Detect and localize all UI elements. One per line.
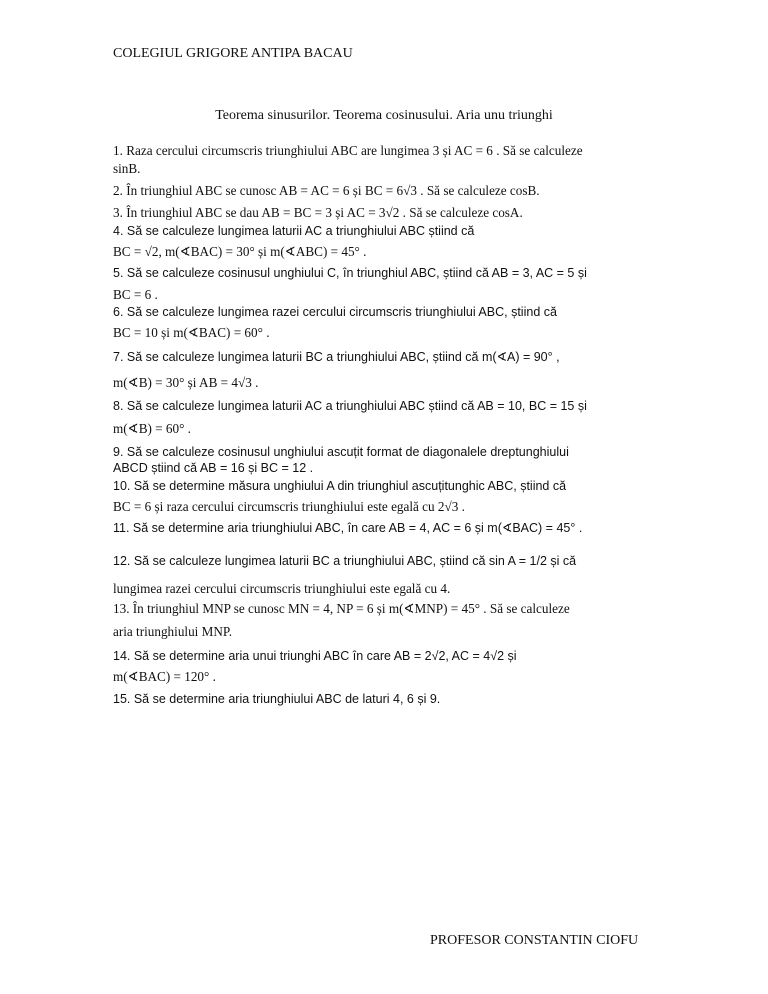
problem-10-line-1: 10. Să se determine măsura unghiului A din triunghiul ascuțitunghic ABC, știind că [113, 479, 567, 493]
problem-4-line-1: 4. Să se calculeze lungimea laturii AC a triunghiului ABC știind că [113, 224, 475, 238]
problem-7-line-2: m(∢B) = 30° și AB = 4√3 . [113, 375, 259, 390]
problem-6-line-2: BC = 10 și m(∢BAC) = 60° . [113, 325, 270, 340]
problem-1-line-1: 1. Raza cercului circumscris triunghiului ABC are lungimea 3 și AC = 6 . Să se calculeze [113, 143, 583, 158]
problem-11-line-1: 11. Să se determine aria triunghiului ABC, în care AB = 4, AC = 6 și m(∢BAC) = 45° . [113, 521, 583, 535]
problem-1-line-2: sinB. [113, 161, 141, 176]
problem-5-line-1: 5. Să se calculeze cosinusul unghiului C, în triunghiul ABC, știind că AB = 3, AC = 5 și [113, 266, 587, 280]
problem-6-line-1: 6. Să se calculeze lungimea razei cercului circumscris triunghiului ABC, știind că [113, 305, 557, 319]
problem-13-line-2: aria triunghiului MNP. [113, 624, 233, 639]
problem-14-line-2: m(∢BAC) = 120° . [113, 669, 216, 684]
problem-8-line-1: 8. Să se calculeze lungimea laturii AC a triunghiului ABC știind că AB = 10, BC = 15 și [113, 399, 587, 413]
problem-12-line-1: 12. Să se calculeze lungimea laturii BC a triunghiului ABC, știind că sin A = 1/2 și că [113, 554, 577, 568]
problem-4-line-2: BC = √2, m(∢BAC) = 30° și m(∢ABC) = 45° . [113, 244, 367, 259]
problem-3-line-1: 3. În triunghiul ABC se dau AB = BC = 3 și AC = 3√2 . Să se calculeze cosA. [113, 205, 523, 220]
problem-9-line-2: ABCD știind că AB = 16 și BC = 12 . [113, 461, 314, 475]
problem-9-line-1: 9. Să se calculeze cosinusul unghiului ascuțit format de diagonalele dreptunghiului [113, 445, 569, 459]
problem-13-line-1: 13. În triunghiul MNP se cunosc MN = 4, NP = 6 și m(∢MNP) = 45° . Să se calculeze [113, 601, 570, 616]
author-footer: PROFESOR CONSTANTIN CIOFU [430, 933, 639, 948]
problem-10-line-2: BC = 6 și raza cercului circumscris triunghiului este egală cu 2√3 . [113, 499, 465, 514]
problem-2-line-1: 2. În triunghiul ABC se cunosc AB = AC = 6 și BC = 6√3 . Să se calculeze cosB. [113, 183, 540, 198]
school-header: COLEGIUL GRIGORE ANTIPA BACAU [113, 46, 353, 61]
problem-8-line-2: m(∢B) = 60° . [113, 421, 191, 436]
problem-15-line-1: 15. Să se determine aria triunghiului ABC de laturi 4, 6 și 9. [113, 692, 441, 706]
problem-12-line-2: lungimea razei cercului circumscris triunghiului este egală cu 4. [113, 581, 451, 596]
problem-14-line-1: 14. Să se determine aria unui triunghi ABC în care AB = 2√2, AC = 4√2 și [113, 649, 517, 663]
problem-5-line-2: BC = 6 . [113, 287, 158, 302]
page-title: Teorema sinusurilor. Teorema cosinusului. Aria unu triunghi [215, 108, 553, 123]
problem-7-line-1: 7. Să se calculeze lungimea laturii BC a triunghiului ABC, știind că m(∢A) = 90° , [113, 350, 560, 364]
